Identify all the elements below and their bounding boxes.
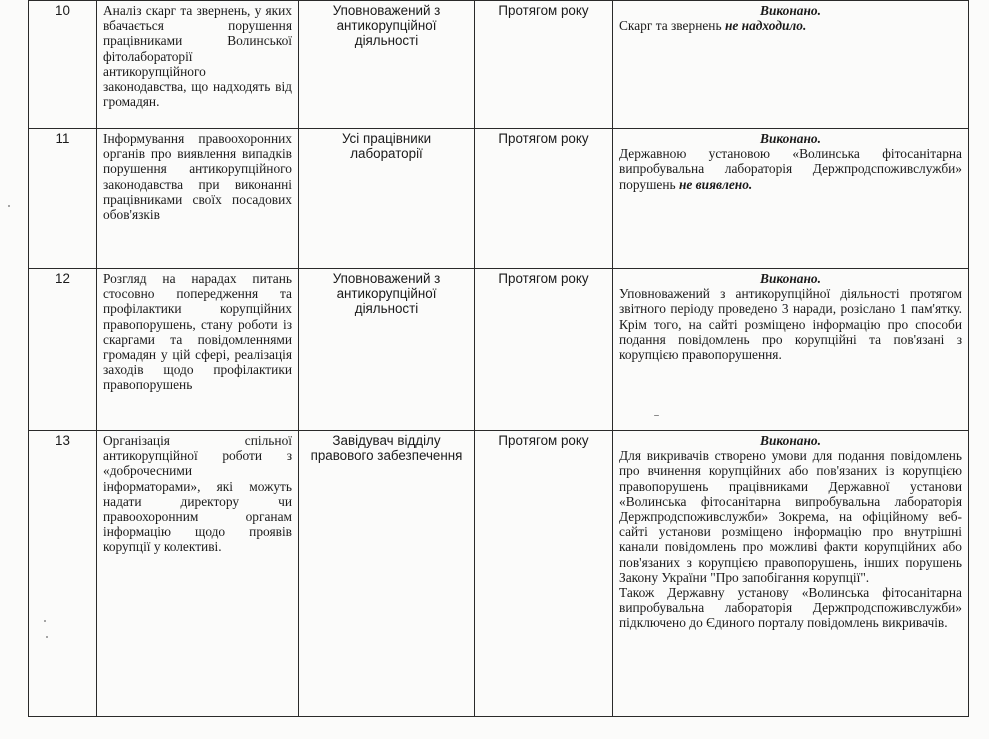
execution-term: Протягом року <box>475 269 613 431</box>
task-description: Організація спільної антикорупційної роботи з «доброчесними інформаторами», які можуть надати директору чи правоохоронним органам інформацію щодо проявів корупції у колективі. <box>97 431 299 717</box>
execution-term: Протягом року <box>475 431 613 717</box>
scan-dust <box>44 620 46 622</box>
responsible-person: Усі працівники лабораторії <box>299 129 475 269</box>
result-text: Для викривачів створено умови для подання повідомлень про вчинення корупційних або пов'язаних із корупцією правопорушень працівниками Державної установи «Волинська фітосанітарна випробувальна лабораторія Держпродспоживслужби» Зокрема, на офіційному веб-сайті установи розміщено інформацію про внутрішні канали повідомлень про можливі факти корупційних або пов'язаних з корупцією правопорушень, інших порушень Закону України "Про запобігання корупції". <box>619 448 962 585</box>
status-label: Виконано. <box>760 3 821 18</box>
row-number: 11 <box>29 129 97 269</box>
row-number: 13 <box>29 431 97 717</box>
task-description: Інформування правоохоронних органів про виявлення випадків порушення антикорупційного законодавства при виконанні працівниками своїх посадових обов'язків <box>97 129 299 269</box>
result-cell <box>613 129 969 269</box>
table-row <box>29 431 969 717</box>
scan-dust <box>654 415 659 416</box>
anticorruption-plan-table <box>28 0 969 717</box>
status-label: Виконано. <box>760 271 821 286</box>
table-row <box>29 269 969 431</box>
result-cell <box>613 269 969 431</box>
execution-term: Протягом року <box>475 129 613 269</box>
task-description: Аналіз скарг та звернень, у яких вбачається порушення працівниками Волинської фітолабораторії антикорупційного законодавства, що надходять від громадян. <box>97 1 299 129</box>
result-text-continued: Також Державну установу «Волинська фітосанітарна випробувальна лабораторія Держпродспоживслужби» підключено до Єдиного порталу повідомлень викривачів. <box>619 585 962 631</box>
result-cell <box>613 1 969 129</box>
scan-dust <box>8 205 10 207</box>
result-cell <box>613 431 969 717</box>
result-highlight: не надходило. <box>724 18 807 34</box>
result-text: Державною установою «Волинська фітосанітарна випробувальна лабораторія Держпродспоживслужби» порушень не виявлено. <box>619 146 962 192</box>
result-text: Уповноважений з антикорупційної діяльності протягом звітного періоду проведено 3 наради, розіслано 1 пам'ятку. Крім того, на сайті розміщено інформацію про способи подання повідомлень про корупційні та пов'язані з корупцією правопорушення. <box>619 286 962 363</box>
responsible-person: Уповноважений з антикорупційної діяльності <box>299 1 475 129</box>
result-text: Скарг та звернень не надходило. <box>619 18 807 34</box>
scan-dust <box>46 636 48 638</box>
row-number: 12 <box>29 269 97 431</box>
task-description: Розгляд на нарадах питань стосовно попередження та профілактики корупційних правопорушень, стану роботи із скаргами та повідомленнями громадян у цій сфері, реалізація заходів щодо профілактики правопорушень <box>97 269 299 431</box>
status-label: Виконано. <box>760 131 821 146</box>
status-label: Виконано. <box>760 433 821 448</box>
result-highlight: не виявлено. <box>678 176 753 192</box>
responsible-person: Уповноважений з антикорупційної діяльності <box>299 269 475 431</box>
row-number: 10 <box>29 1 97 129</box>
responsible-person: Завідувач відділу правового забезпечення <box>299 431 475 717</box>
table-row <box>29 1 969 129</box>
execution-term: Протягом року <box>475 1 613 129</box>
table-row <box>29 129 969 269</box>
